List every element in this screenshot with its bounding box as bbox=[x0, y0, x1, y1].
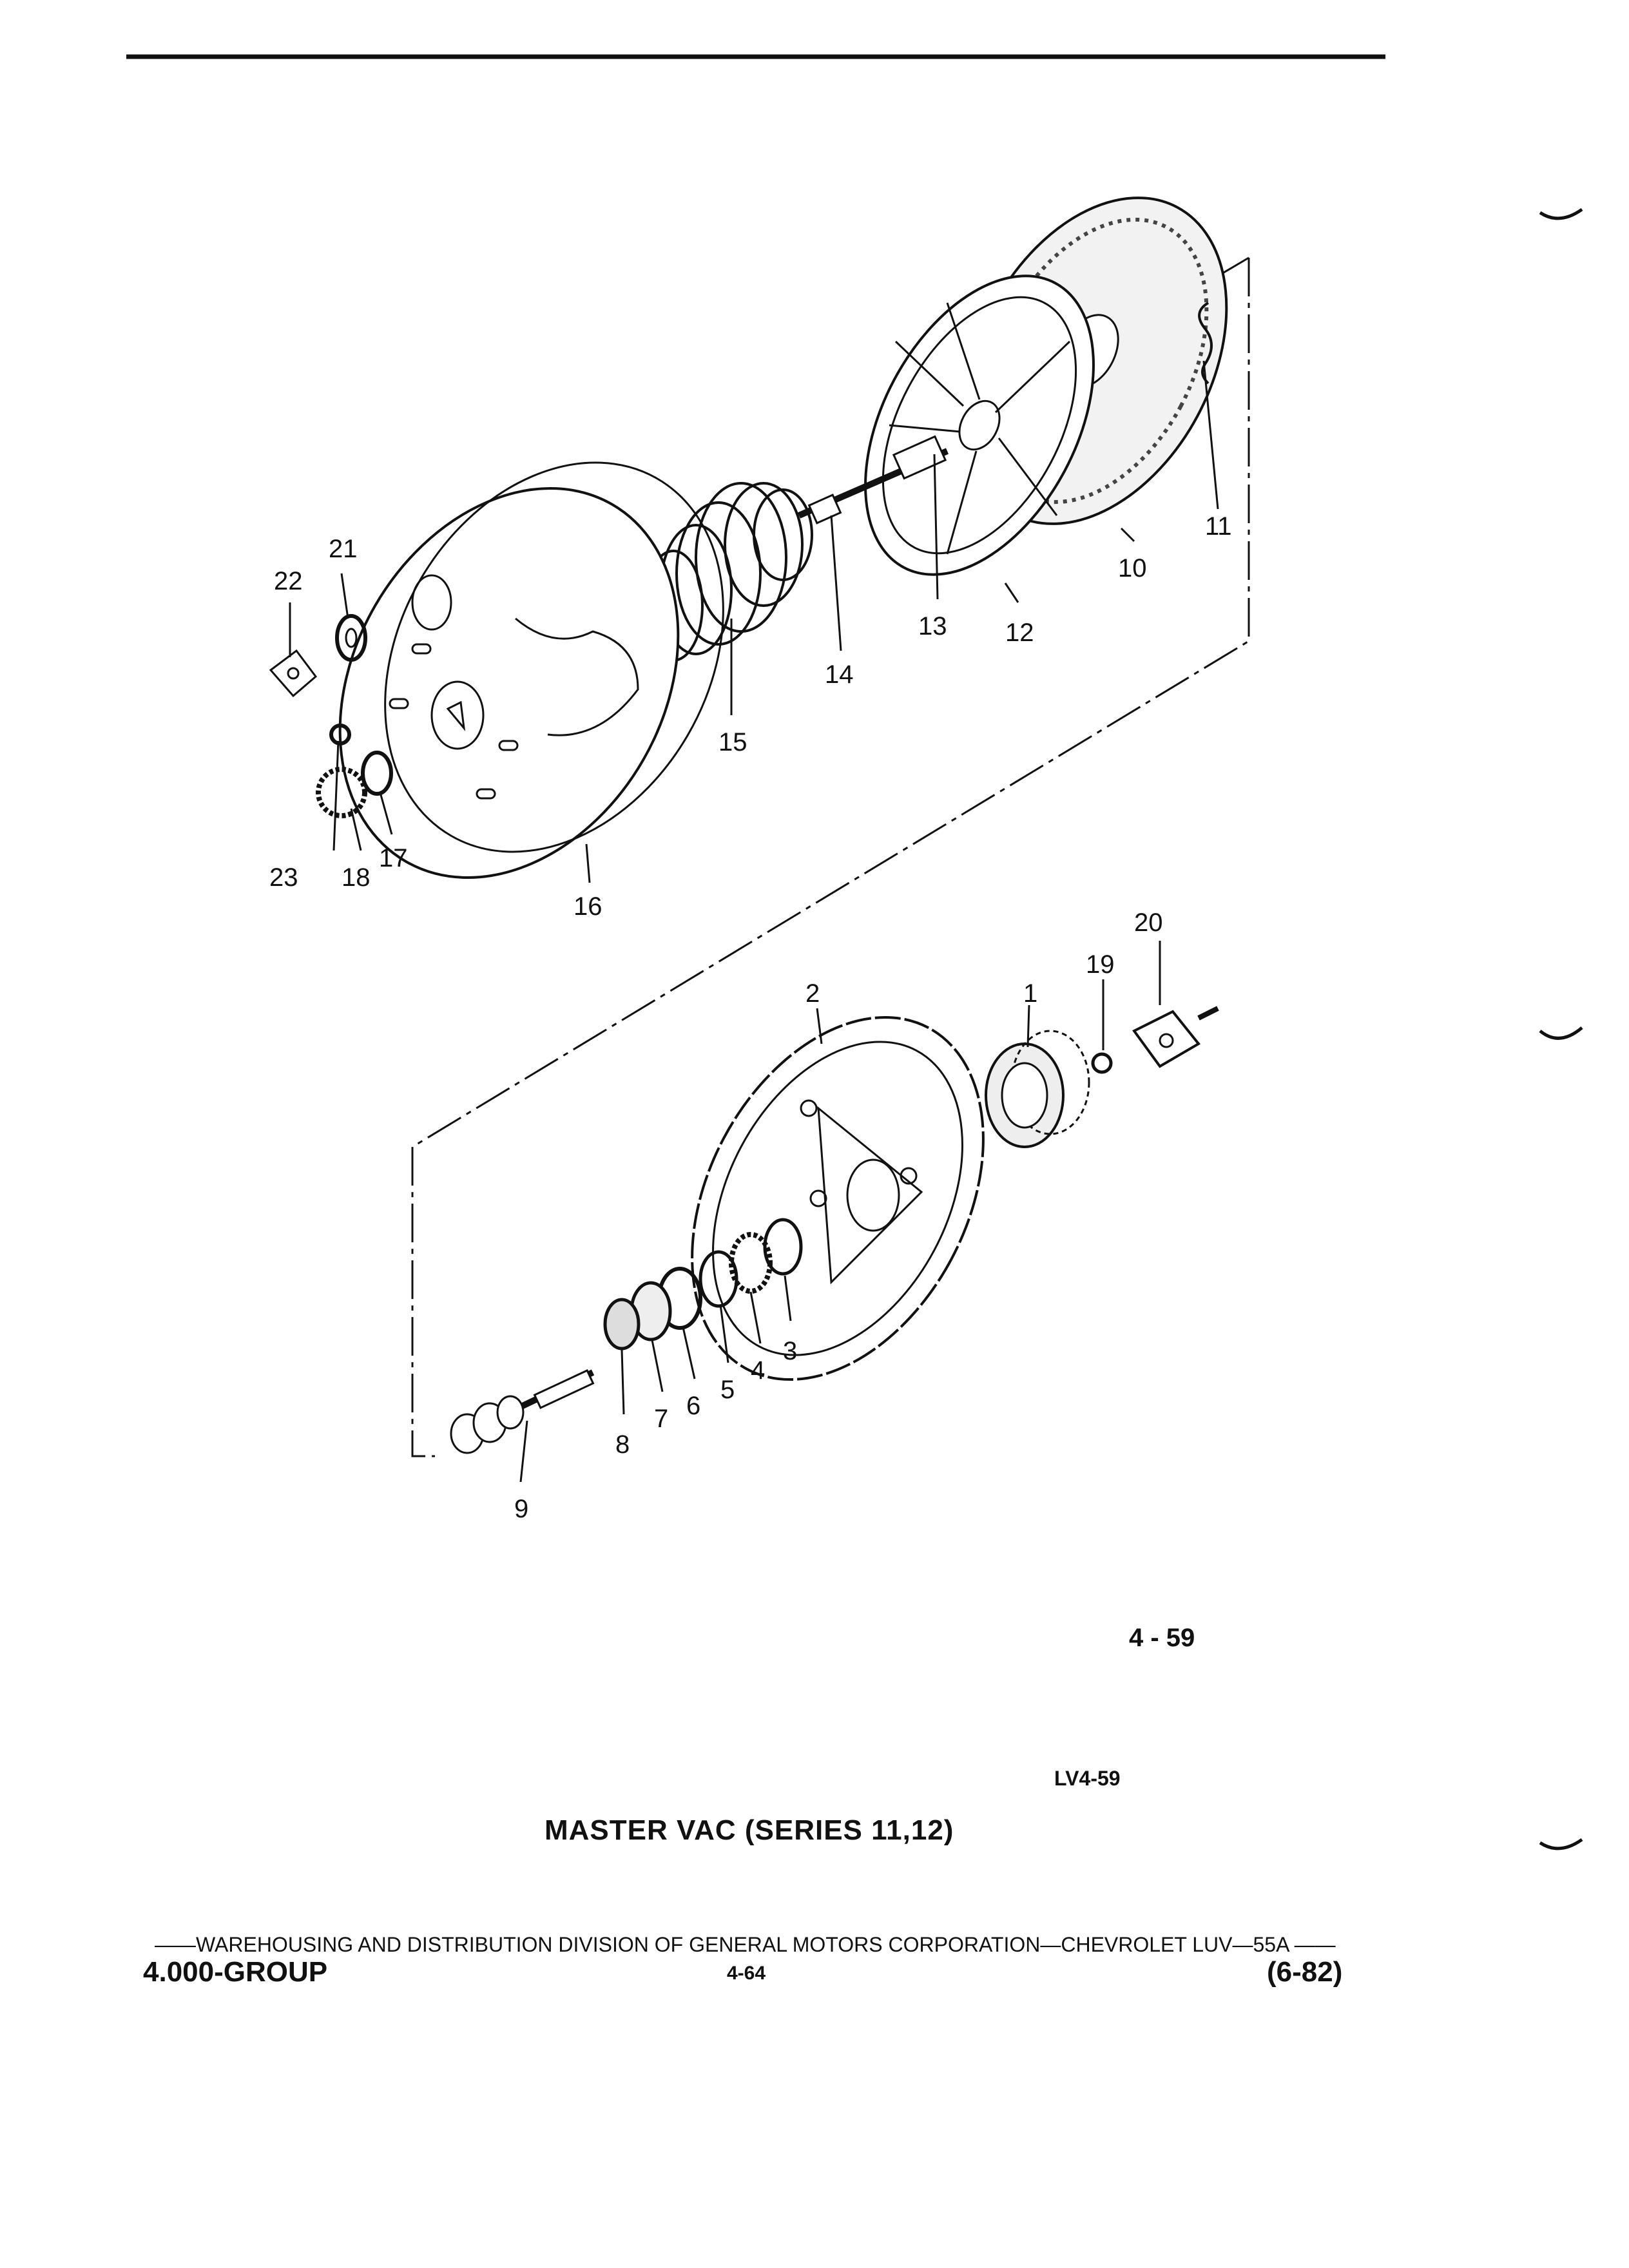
callout-8: 8 bbox=[615, 1430, 630, 1459]
figure-code: LV4-59 bbox=[1054, 1767, 1121, 1790]
callout-2: 2 bbox=[805, 979, 820, 1008]
page-number: 4-64 bbox=[727, 1963, 766, 1984]
valve-rod-part-9 bbox=[451, 1370, 593, 1453]
callout-3: 3 bbox=[783, 1337, 798, 1365]
callout-19: 19 bbox=[1086, 950, 1115, 979]
footer-publisher-line: ——WAREHOUSING AND DISTRIBUTION DIVISION OF GENERAL MOTORS CORPORATION—CHEVROLET LUV—55A —— bbox=[155, 1933, 1336, 1956]
binding-marks bbox=[1540, 209, 1582, 1849]
spacer-part-19 bbox=[1093, 1054, 1111, 1072]
figure-number: 4 - 59 bbox=[1129, 1624, 1195, 1652]
callout-9: 9 bbox=[514, 1495, 529, 1523]
callout-11: 11 bbox=[1205, 512, 1232, 541]
callout-20: 20 bbox=[1134, 908, 1163, 937]
callout-16: 16 bbox=[574, 892, 602, 921]
callout-7: 7 bbox=[654, 1405, 669, 1433]
callout-14: 14 bbox=[825, 660, 854, 689]
callout-23: 23 bbox=[269, 863, 298, 892]
date-code: (6-82) bbox=[1267, 1956, 1343, 1988]
yoke-part-20 bbox=[1134, 1008, 1218, 1066]
callout-12: 12 bbox=[1005, 619, 1034, 647]
plate-part-2 bbox=[633, 967, 1043, 1430]
callout-4: 4 bbox=[751, 1356, 766, 1385]
callout-13: 13 bbox=[918, 612, 947, 640]
callout-5: 5 bbox=[720, 1376, 735, 1404]
callout-22: 22 bbox=[274, 567, 303, 595]
callout-1: 1 bbox=[1023, 979, 1038, 1008]
front-shell-part-16 bbox=[272, 401, 791, 939]
callout-17: 17 bbox=[379, 844, 408, 872]
figure-title: MASTER VAC (SERIES 11,12) bbox=[545, 1814, 954, 1846]
fitting-part-22 bbox=[271, 651, 316, 696]
bellows-part-1 bbox=[986, 1031, 1089, 1147]
callout-15: 15 bbox=[718, 728, 747, 756]
group-label: 4.000-GROUP bbox=[143, 1956, 328, 1988]
callout-21: 21 bbox=[329, 535, 358, 563]
callout-18: 18 bbox=[342, 863, 371, 892]
callout-10: 10 bbox=[1118, 554, 1147, 582]
callout-6: 6 bbox=[686, 1392, 701, 1420]
